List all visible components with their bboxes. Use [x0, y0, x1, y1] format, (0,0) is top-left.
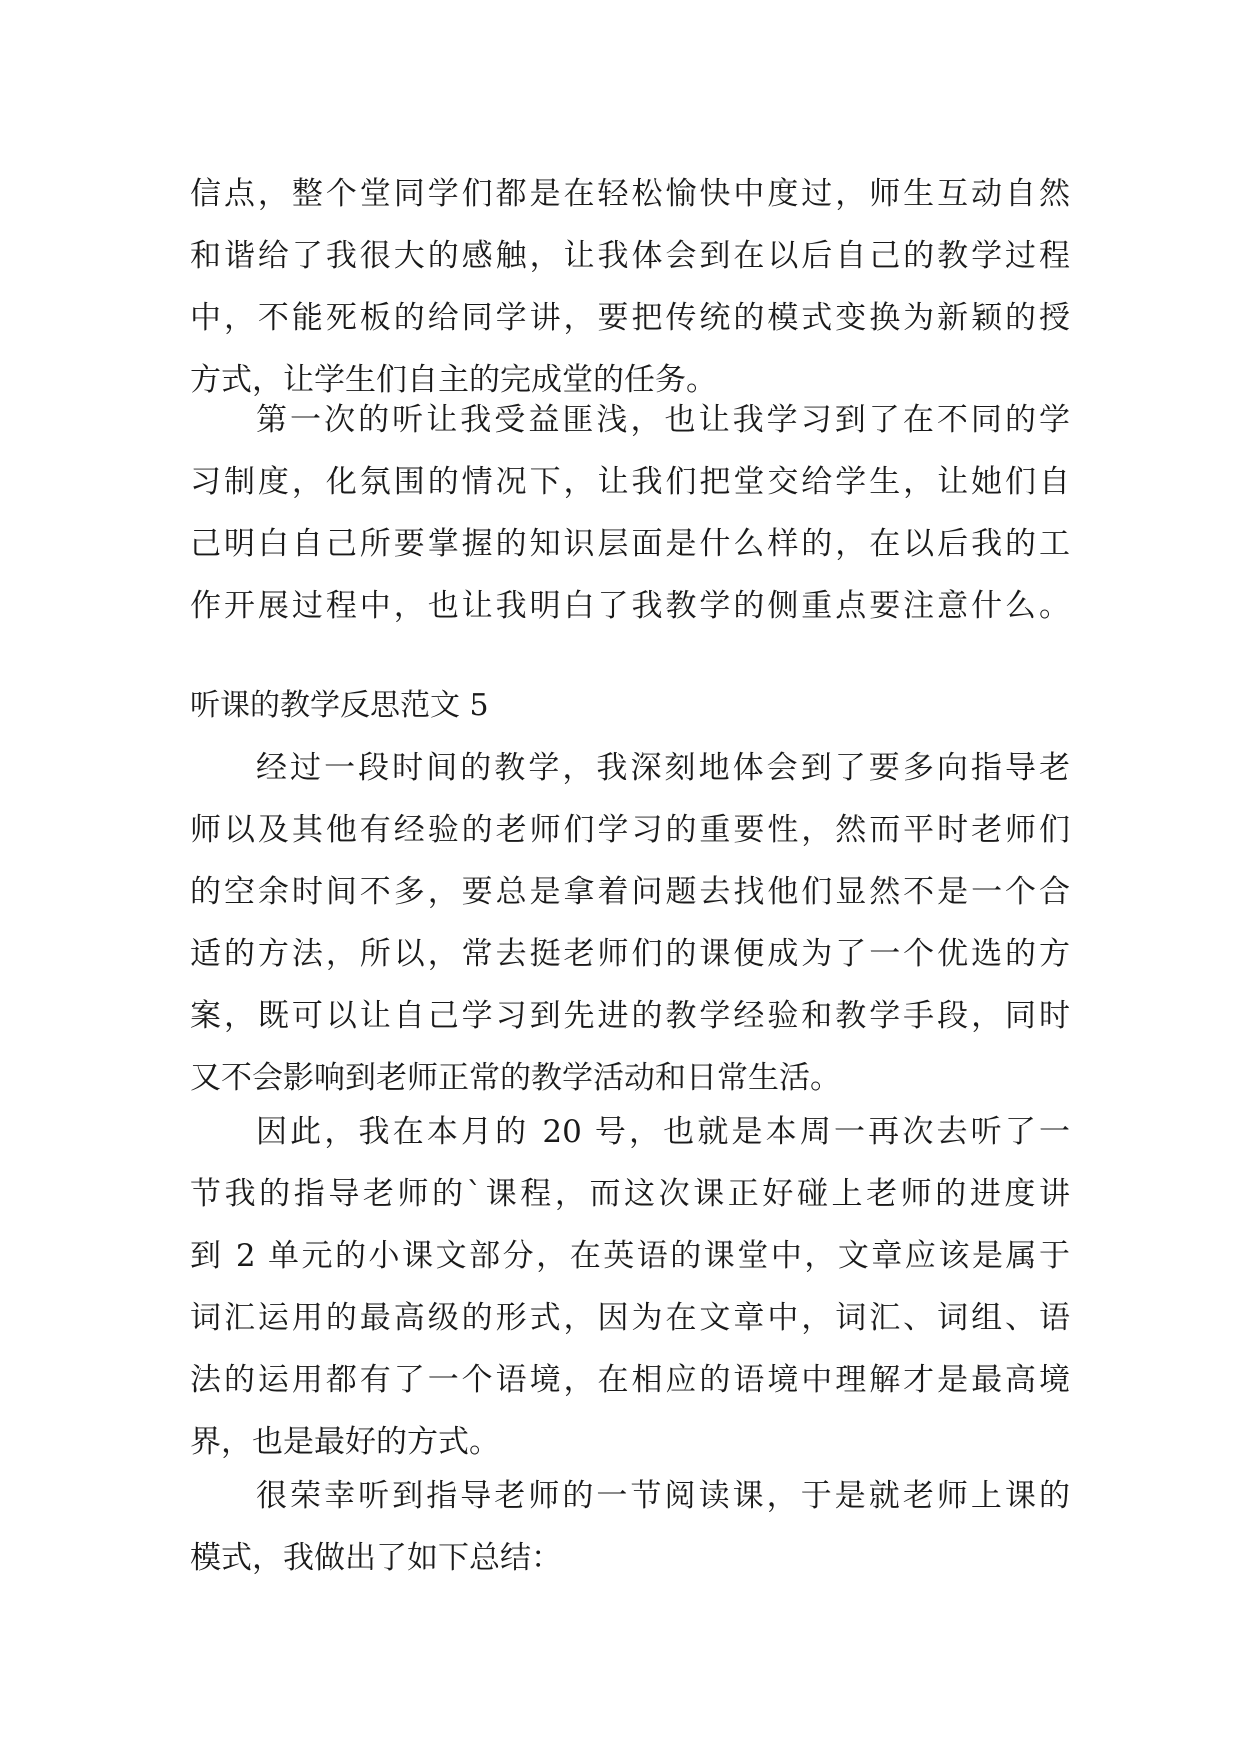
text-line: 到 2 单元的小课文部分，在英语的课堂中，文章应该是属于 [190, 1238, 1070, 1274]
text-line: 节我的指导老师的`课程，而这次课正好碰上老师的进度讲 [190, 1176, 1070, 1212]
text-line: 法的运用都有了一个语境，在相应的语境中理解才是最高境 [190, 1362, 1070, 1398]
text-line: 又不会影响到老师正常的教学活动和日常生活。 [190, 1060, 841, 1096]
paragraph [190, 389, 1070, 637]
paragraph [190, 1101, 1070, 1473]
text-line: 习制度，化氛围的情况下，让我们把堂交给学生，让她们自 [190, 464, 1070, 500]
paragraph-continued [190, 163, 1070, 411]
text-line: 经过一段时间的教学，我深刻地体会到了要多向指导老 [256, 750, 1070, 786]
text-line: 中，不能死板的给同学讲，要把传统的模式变换为新颖的授 [190, 300, 1070, 336]
text-line: 作开展过程中，也让我明白了我教学的侧重点要注意什么。 [190, 588, 1070, 624]
text-line: 和谐给了我很大的感触，让我体会到在以后自己的教学过程 [190, 238, 1070, 274]
text-line: 词汇运用的最高级的形式，因为在文章中，词汇、词组、语 [190, 1300, 1070, 1336]
paragraph [190, 737, 1070, 1109]
text-line: 己明白自己所要掌握的知识层面是什么样的，在以后我的工 [190, 526, 1070, 562]
text-line: 师以及其他有经验的老师们学习的重要性，然而平时老师们 [190, 812, 1070, 848]
text-line: 方式，让学生们自主的完成堂的任务。 [190, 362, 717, 398]
text-line: 案，既可以让自己学习到先进的教学经验和教学手段，同时 [190, 998, 1070, 1034]
text-line: 信点，整个堂同学们都是在轻松愉快中度过，师生互动自然 [190, 176, 1070, 212]
text-line: 很荣幸听到指导老师的一节阅读课，于是就老师上课的 [256, 1478, 1070, 1514]
text-line: 第一次的听让我受益匪浅，也让我学习到了在不同的学 [256, 402, 1070, 438]
text-line: 界，也是最好的方式。 [190, 1424, 500, 1460]
paragraph [190, 1465, 1070, 1589]
text-line: 的空余时间不多，要总是拿着问题去找他们显然不是一个合 [190, 874, 1070, 910]
section-heading: 听课的教学反思范文 5 [190, 688, 489, 723]
text-line: 模式，我做出了如下总结： [190, 1540, 562, 1576]
text-line: 适的方法，所以，常去挺老师们的课便成为了一个优选的方 [190, 936, 1070, 972]
text-line: 因此，我在本月的 20 号，也就是本周一再次去听了一 [256, 1114, 1070, 1150]
